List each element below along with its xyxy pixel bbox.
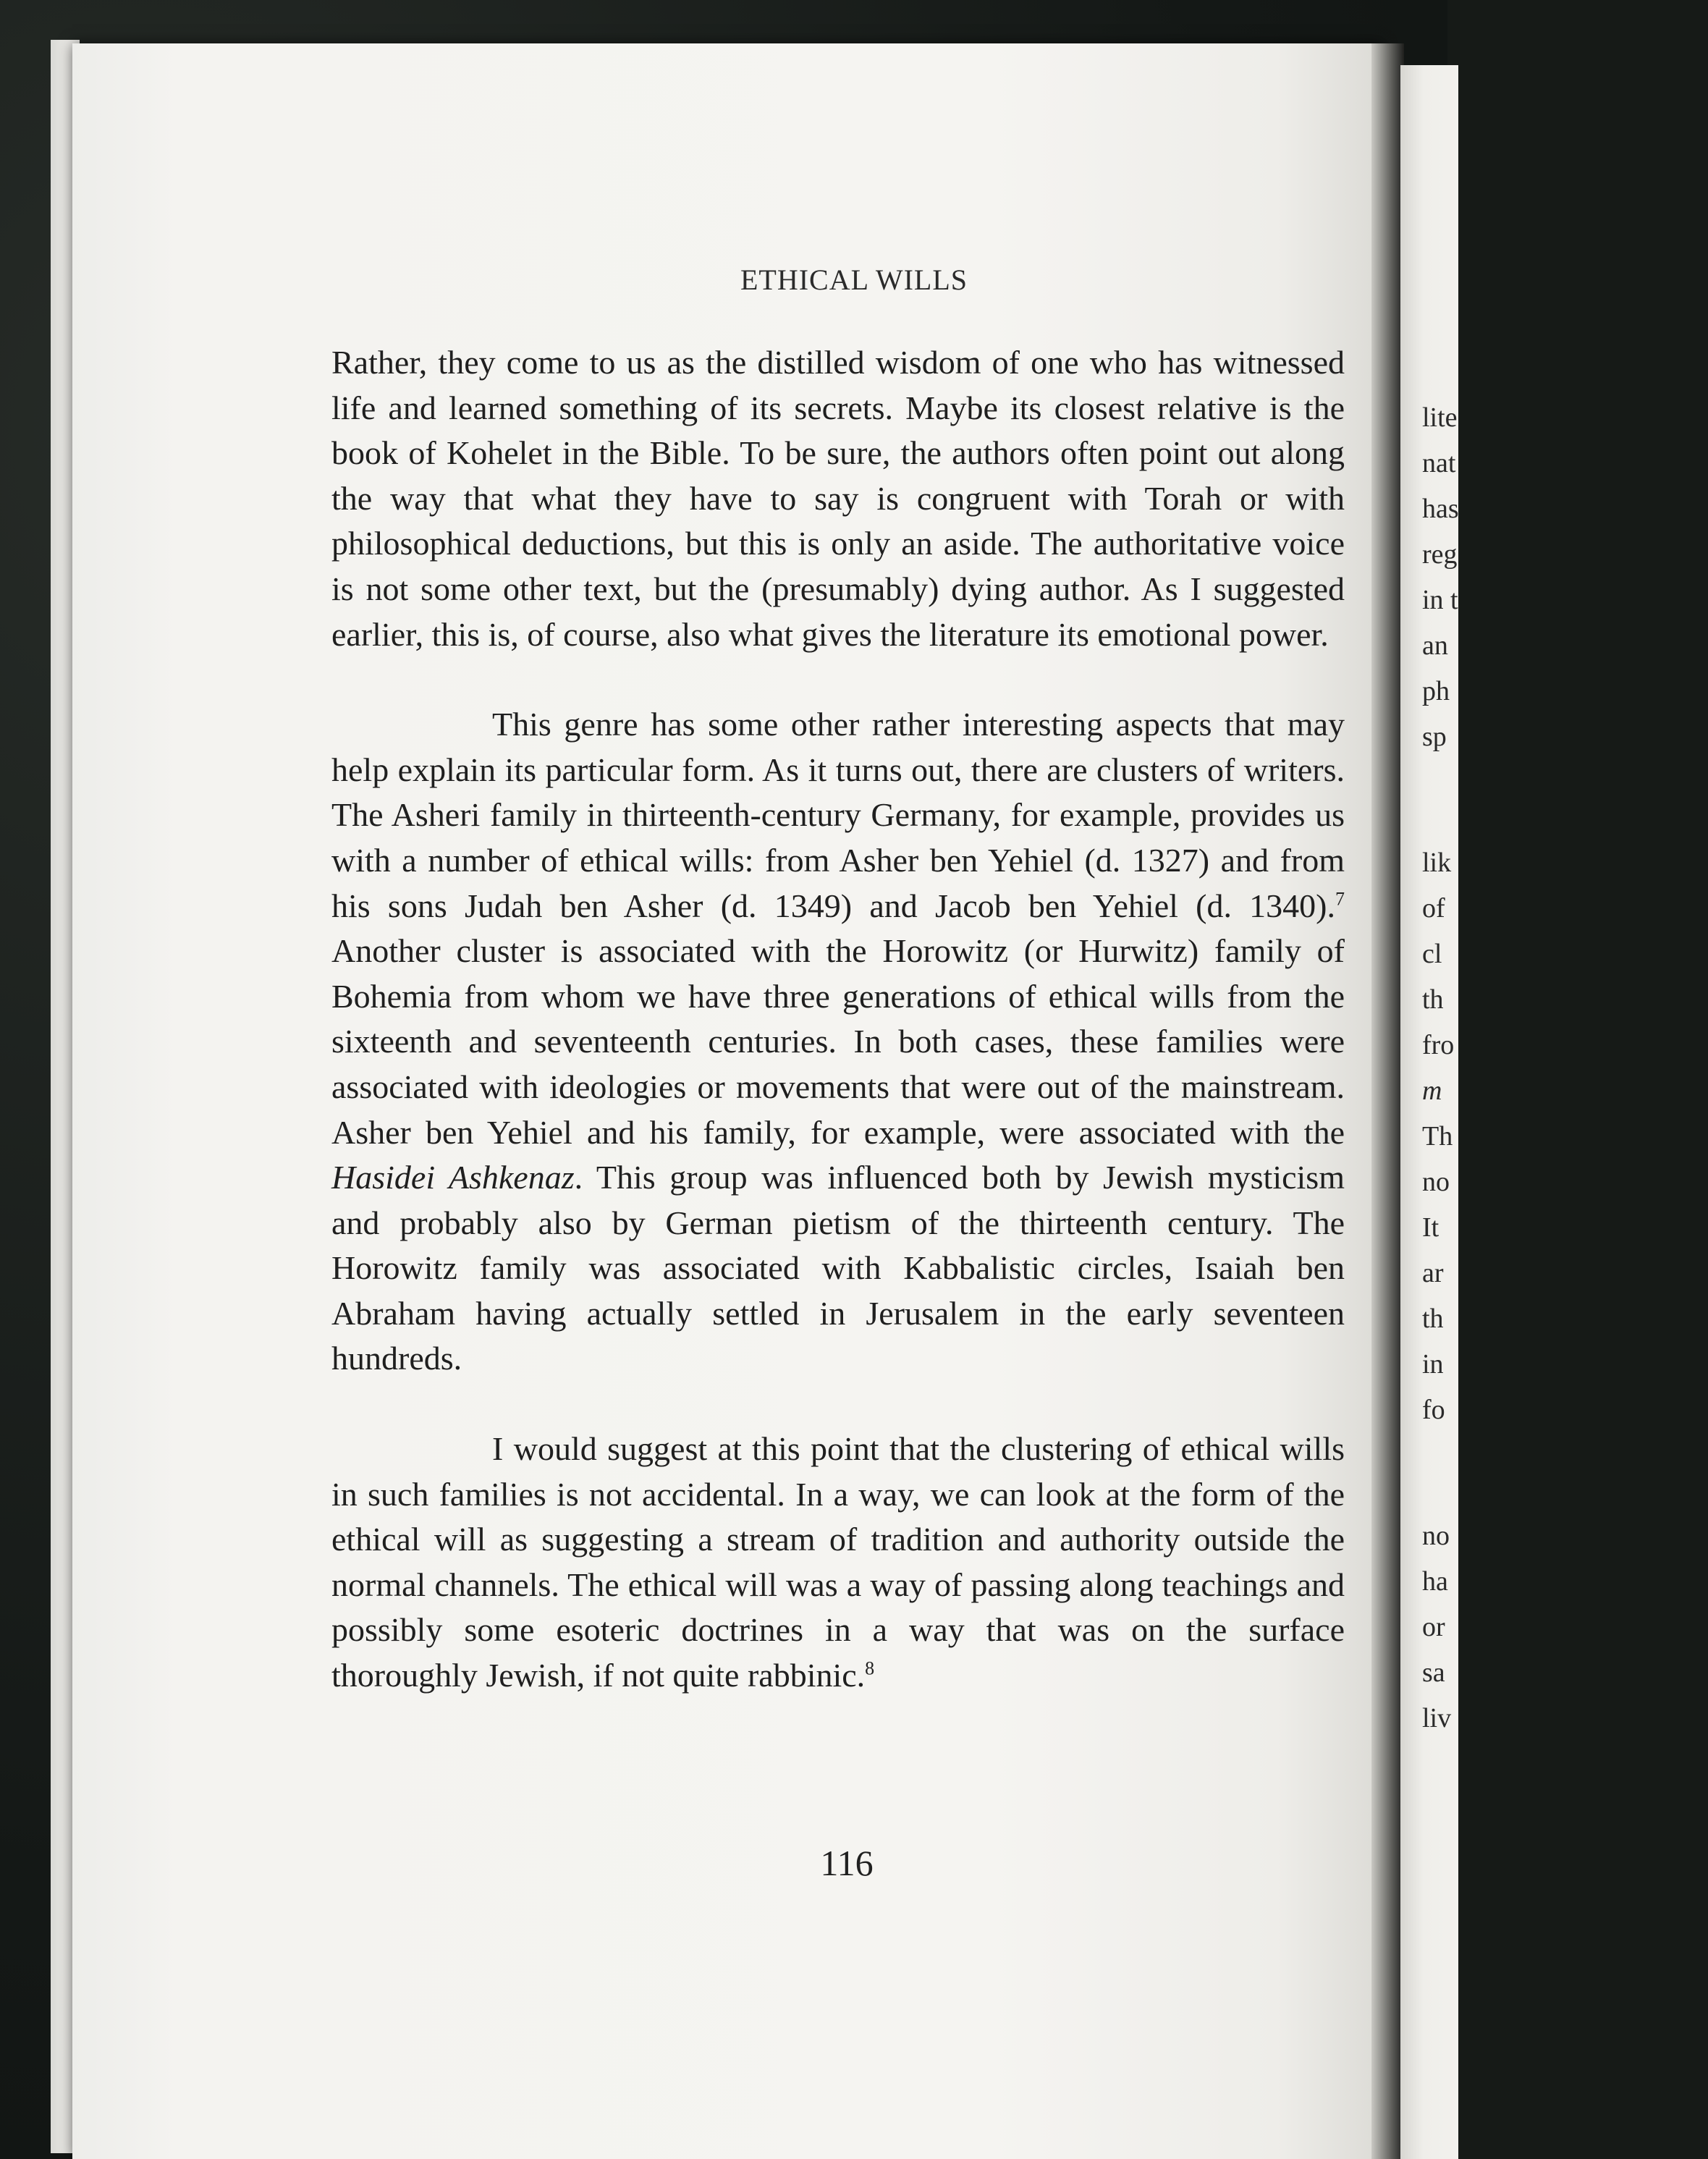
facing-fragment: in t xyxy=(1422,585,1458,615)
facing-fragment: lite xyxy=(1422,402,1458,433)
facing-fragment: ph xyxy=(1422,676,1450,706)
facing-fragment: cl xyxy=(1422,939,1442,969)
body-text xyxy=(331,340,1345,1699)
paragraph-3-text: I would suggest at this point that the clustering of ethical wills in such families is not accidental. In a way, we can look at the form of the ethical will as suggesting a stream of tradition and authority outside the normal channels. The ethical will was a way of passing along teachings and possibly some esoteric doctrines in a way that was on the surface thoroughly Jewish, if not quite rabbinic. xyxy=(331,1430,1345,1694)
facing-fragment: or xyxy=(1422,1612,1445,1642)
facing-fragment: an xyxy=(1422,630,1448,661)
paragraph-2-text-a: This genre has some other rather interesting aspects that may help explain its particular form. As it turns out, there are clusters of writers. The Asheri family in thirteenth-century Germany, for example, provides us with a number of ethical wills: from Asher ben Yehiel (d. 1327) and from his sons Judah ben Asher (d. 1349) and Jacob ben Yehiel (d. 1340). xyxy=(331,706,1345,924)
italic-term: Hasidei Ashkenaz xyxy=(331,1159,575,1196)
facing-fragment: fo xyxy=(1422,1395,1445,1425)
book-gutter xyxy=(1371,43,1404,2159)
facing-fragment: It xyxy=(1422,1212,1439,1243)
facing-page xyxy=(1400,65,1458,2159)
facing-fragment: nat xyxy=(1422,448,1456,478)
facing-fragment: has xyxy=(1422,494,1459,524)
paragraph-1-text: Rather, they come to us as the distilled wisdom of one who has witnessed life and learned something of its secrets. Maybe its closest relative is the book of Kohelet in the Bible. To be sure, the authors often point out along the way that what they have to say is congruent with Torah or with philosophical deductions, but this is only an aside. The authoritative voice is not some other text, but the (presumably) dying author. As I suggested earlier, this is, of course, also what gives the literature its emotional power. xyxy=(331,344,1345,653)
paragraph-1 xyxy=(331,340,1345,657)
footnote-ref-7: 7 xyxy=(1335,888,1345,910)
facing-fragment: in xyxy=(1422,1349,1444,1380)
footnote-ref-8: 8 xyxy=(865,1657,875,1679)
page-number: 116 xyxy=(820,1843,874,1883)
facing-fragment: liv xyxy=(1422,1703,1452,1733)
facing-fragment: ha xyxy=(1422,1566,1448,1597)
facing-fragment: th xyxy=(1422,984,1444,1015)
facing-fragment: no xyxy=(1422,1521,1450,1551)
facing-fragment: of xyxy=(1422,893,1445,924)
paragraph-3 xyxy=(331,1427,1345,1699)
facing-fragment: fro xyxy=(1422,1030,1455,1060)
paragraph-2-text-c: . This group was influenced both by Jewish mysticism and probably also by German pietism of the thirteenth century. The Horowitz family was associated with Kabbalistic circles, Isaiah ben Abraham having actually settled in Jerusalem in the early seventeen hundreds. xyxy=(331,1159,1345,1377)
facing-fragment: no xyxy=(1422,1167,1450,1197)
paragraph-2 xyxy=(331,702,1345,1382)
facing-fragment: sp xyxy=(1422,722,1447,752)
facing-fragment: ar xyxy=(1422,1258,1444,1288)
facing-fragment: sa xyxy=(1422,1657,1445,1688)
facing-fragment: lik xyxy=(1422,848,1452,878)
facing-fragment: reg xyxy=(1422,539,1458,570)
running-head: ETHICAL WILLS xyxy=(740,263,968,296)
facing-fragment: m xyxy=(1422,1076,1442,1106)
facing-fragment: th xyxy=(1422,1304,1444,1334)
facing-fragment: Th xyxy=(1422,1121,1453,1152)
paragraph-2-text-b: Another cluster is associated with the Horowitz (or Hurwitz) family of Bohemia from whom we have three generations of ethical wills from the sixteenth and seventeenth centuries. In both cases, these families were associated with ideologies or movements that were out of the mainstream. Asher ben Yehiel and his family, for example, were associated with the xyxy=(331,932,1345,1151)
